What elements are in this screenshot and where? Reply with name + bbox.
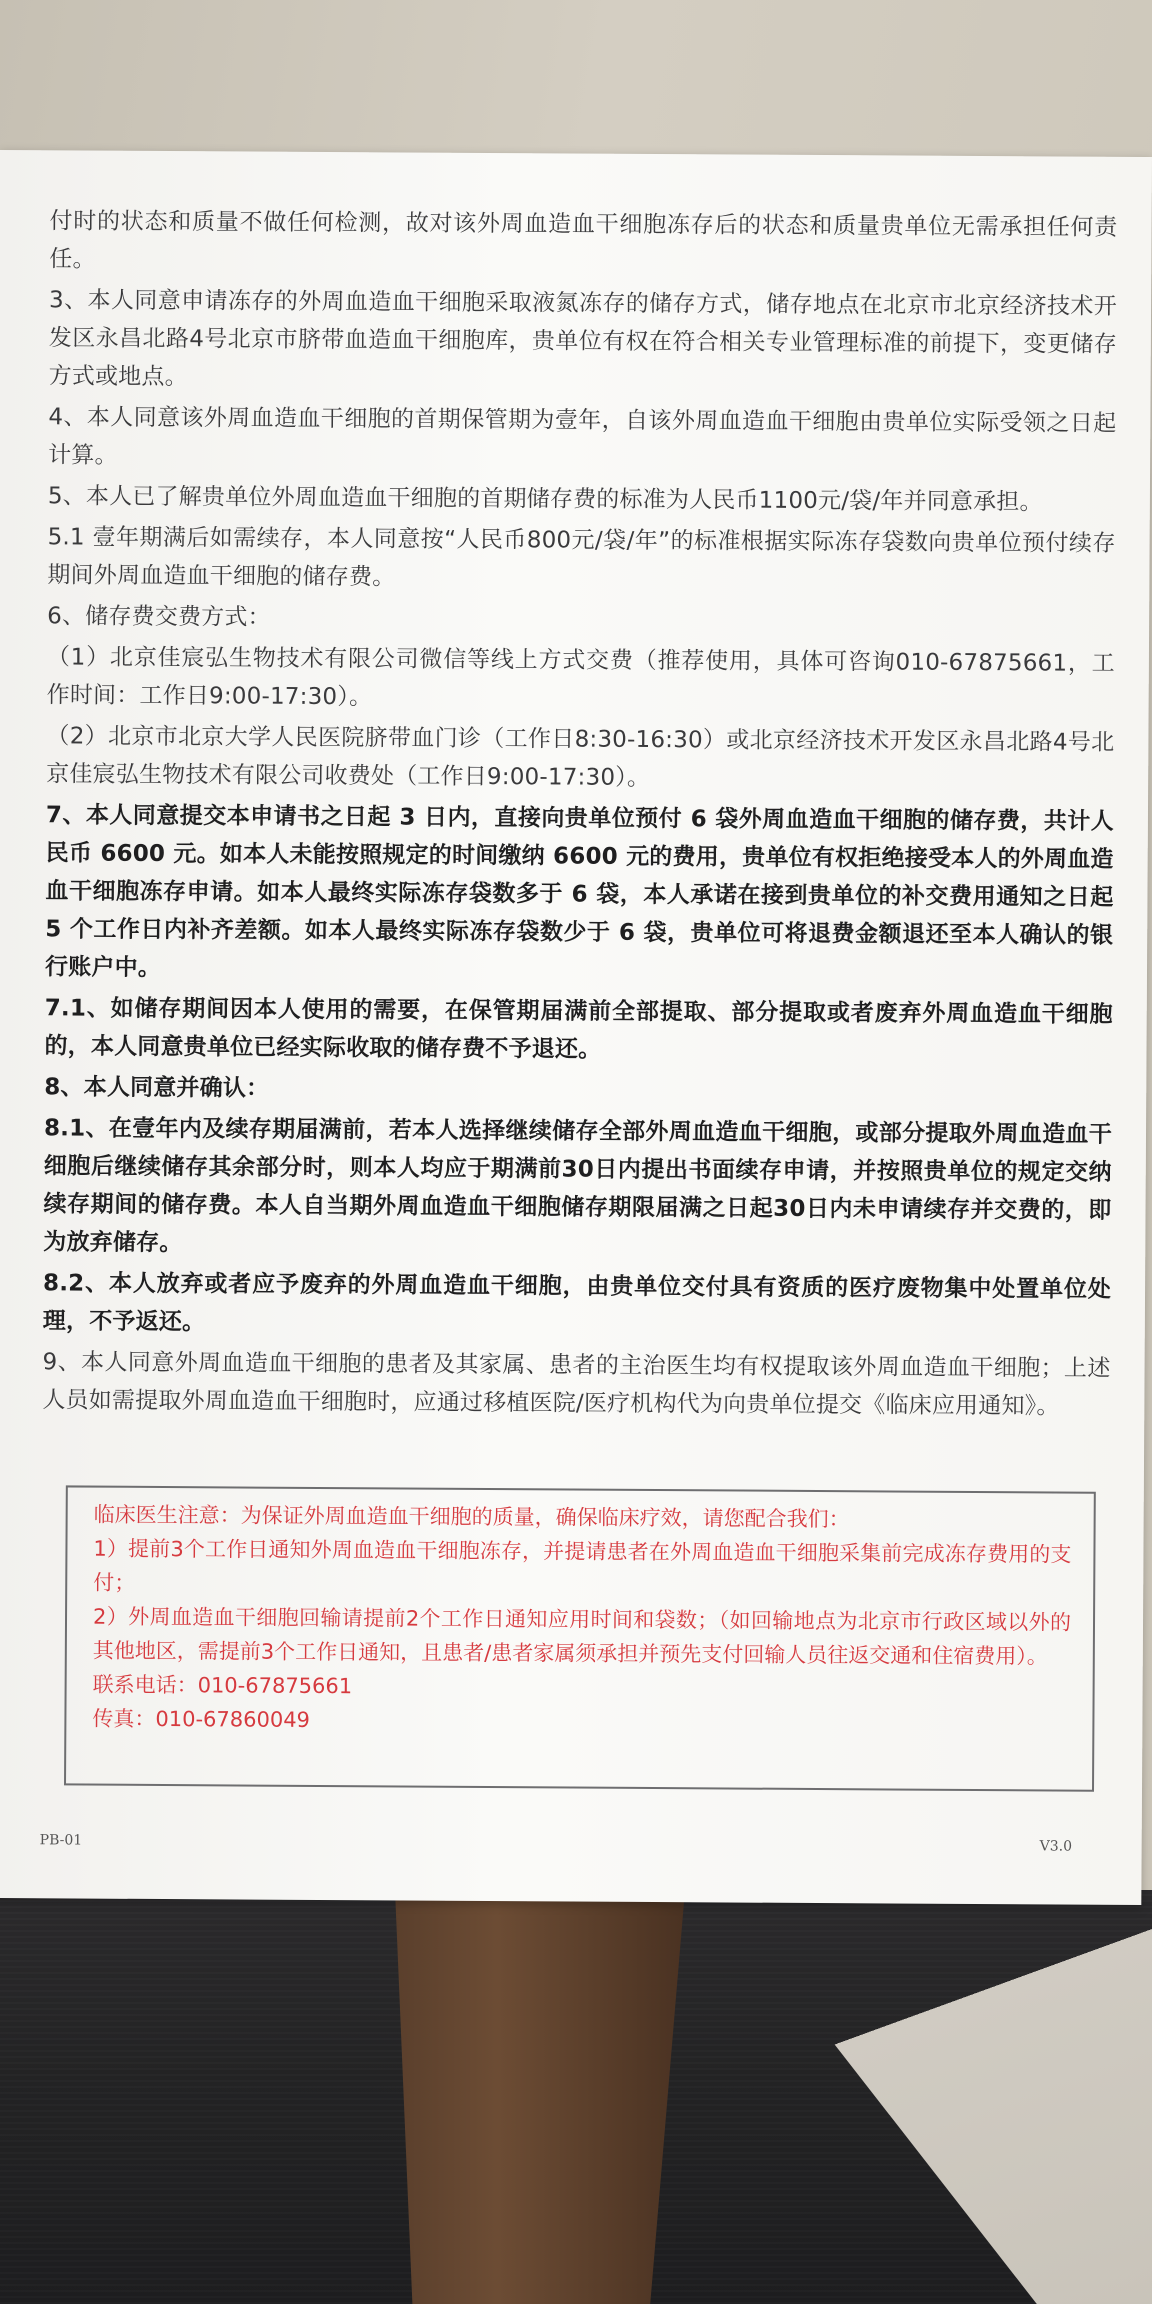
- paragraph-clause-8-2: 8.2、本人放弃或者应予废弃的外周血造血干细胞，由贵单位交付具有资质的医疗废物集中处置单位处理，不予返还。: [42, 1270, 1112, 1336]
- document-body: [42, 202, 1117, 1429]
- paragraph-clause-7: 7、本人同意提交本申请书之日起 3 日内，直接向贵单位预付 6 袋外周血造血干细胞的储存费，共计人民币 6600 元。如本人未能按照规定的时间缴纳 6600 元的费用，贵单位有权拒绝接受本人的外周血造血干细胞冻存申请。如本人最终实际冻存袋数多于 6 袋，本人承诺在接到贵单位的补交费用通知之日起 5 个工作日内补齐差额。如本人最终实际冻存袋数少于 6 袋，贵单位可将退费金额退还至本人确认的银行账户中。: [44, 802, 1114, 981]
- notice-item-2: 2）外周血造血干细胞回输请提前2个工作日通知应用时间和袋数；（如回输地点为北京市行政区域以外的其他地区，需提前3个工作日通知，且患者/患者家属须承担并预先支付回输人员往返交通和住宿费用）。: [92, 1604, 1072, 1669]
- paragraph-clause-6: 6、储存费交费方式：: [47, 603, 271, 631]
- notice-item-1: 1）提前3个工作日通知外周血造血干细胞冻存，并提请患者在外周血造血干细胞采集前完成冻存费用的支付；: [93, 1536, 1072, 1595]
- footer-form-code: PB-01: [39, 1832, 83, 1849]
- paragraph-clause-5-1: 5.1 壹年期满后如需续存，本人同意按“人民币800元/袋/年”的标准根据实际冻存袋数向贵单位预付续存期间外周血造血干细胞的储存费。: [47, 524, 1116, 591]
- paragraph-clause-8-1: 8.1、在壹年内及续存期届满前，若本人选择继续储存全部外周血造血干细胞，或部分提取外周血造血干细胞后继续储存其余部分时，则本人均应于期满前30日内提出书面续存申请，并按照贵单位的规定交纳续存期间的储存费。本人自当期外周血造血干细胞储存期限届满之日起30日内未申请续存并交费的，即为放弃储存。: [43, 1115, 1113, 1257]
- paragraph-clause-7-1: 7.1、如储存期间因本人使用的需要，在保管期届满前全部提取、部分提取或者废弃外周血造血干细胞的，本人同意贵单位已经实际收取的储存费不予退还。: [44, 995, 1113, 1063]
- wood-panel-background: [395, 1890, 685, 2304]
- paragraph-clause-9: 9、本人同意外周血造血干细胞的患者及其家属、患者的主治医生均有权提取该外周血造血干细胞；上述人员如需提取外周血造血干细胞时，应通过移植医院/医疗机构代为向贵单位提交《临床应用通知》。: [42, 1349, 1111, 1420]
- paragraph-clause-8: 8、本人同意并确认：: [44, 1074, 270, 1102]
- footer-version: V3.0: [1039, 1838, 1073, 1855]
- paragraph-clause-4: 4、本人同意该外周血造血干细胞的首期保管期为壹年，自该外周血造血干细胞由贵单位实际受领之日起计算。: [48, 404, 1117, 469]
- notice-fax: 传真：010-67860049: [92, 1706, 311, 1732]
- notice-phone: 联系电话：010-67875661: [92, 1672, 353, 1699]
- clinical-notice-box: [64, 1485, 1096, 1791]
- paragraph-continuation: 付时的状态和质量不做任何检测，故对该外周血造血干细胞冻存后的状态和质量贵单位无需承担任何责任。: [49, 208, 1118, 273]
- paragraph-clause-6-2: （2）北京市北京大学人民医院脐带血门诊（工作日8:30-16:30）或北京经济技术开发区永昌北路4号北京佳宸弘生物技术有限公司收费处（工作日9:00-17:30）。: [46, 723, 1115, 791]
- paragraph-clause-3: 3、本人同意申请冻存的外周血造血干细胞采取液氮冻存的储存方式，储存地点在北京市北京经济技术开发区永昌北路4号北京市脐带血造血干细胞库，贵单位有权在符合相关专业管理标准的前提下，变更储存方式或地点。: [48, 287, 1118, 391]
- paragraph-clause-6-1: （1）北京佳宸弘生物技术有限公司微信等线上方式交费（推荐使用，具体可咨询010-67875661，工作时间：工作日9:00-17:30）。: [46, 644, 1115, 711]
- paragraph-clause-5: 5、本人已了解贵单位外周血造血干细胞的首期储存费的标准为人民币1100元/袋/年并同意承担。: [47, 483, 1043, 516]
- notice-heading: 临床医生注意：为保证外周血造血干细胞的质量，确保临床疗效，请您配合我们：: [93, 1502, 850, 1532]
- document-page: [0, 150, 1152, 1905]
